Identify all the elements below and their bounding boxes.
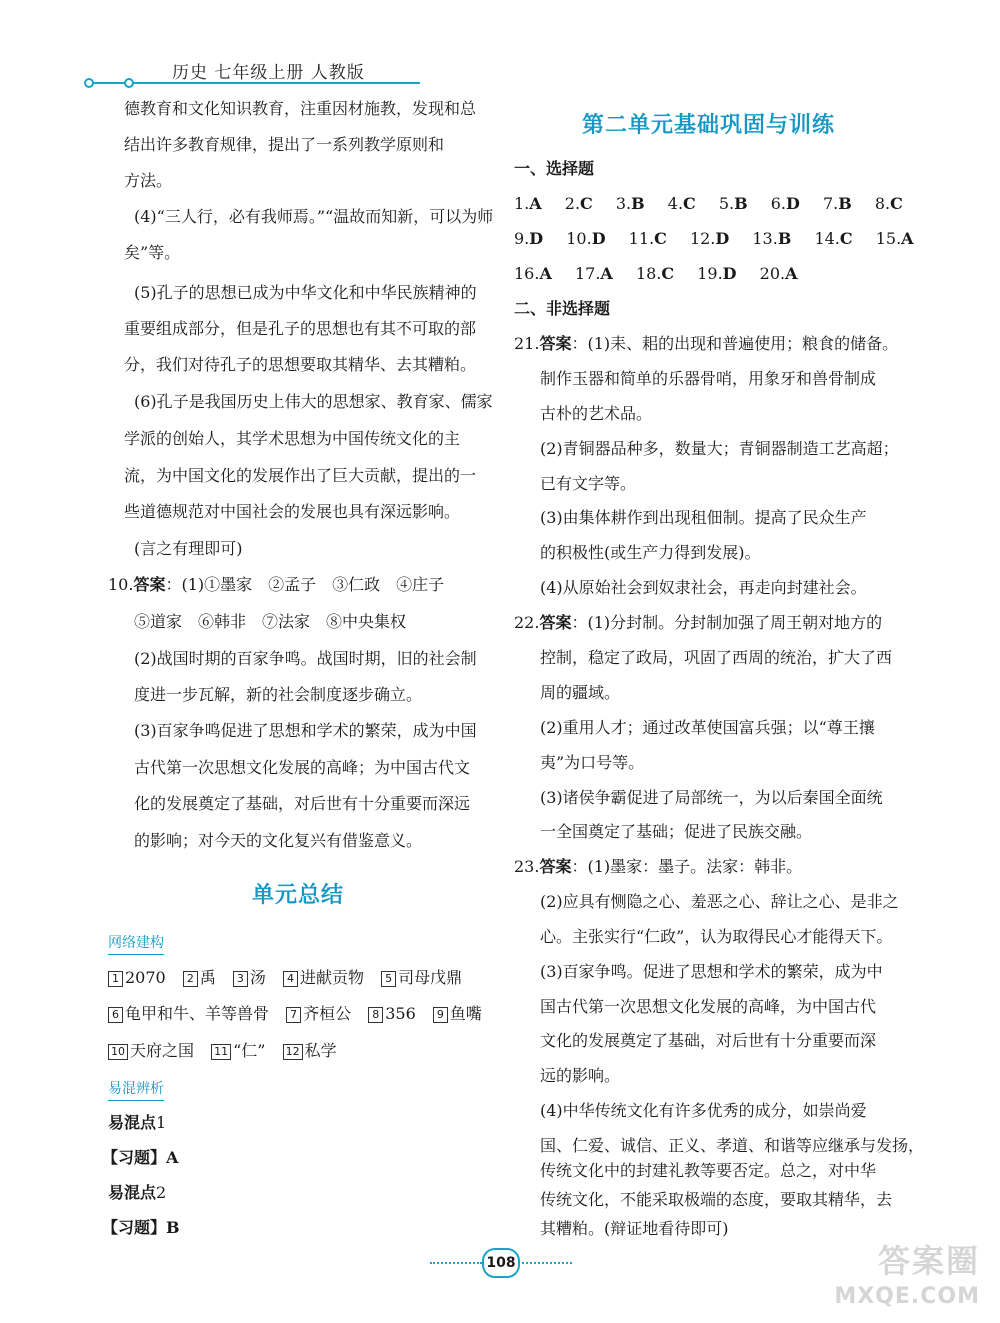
exercise-answer: 【习题】A — [102, 1148, 179, 1167]
choice-row: 9.D 10.D 11.C 12.D 13.B 14.C 15.A — [514, 229, 914, 248]
text-line: 分，我们对待孔子的思想要取其精华、去其糟粕。 — [124, 355, 477, 374]
text-line: 的影响；对今天的文化复兴有借鉴意义。 — [134, 831, 423, 850]
text-line: 德教育和文化知识教育，注重因材施教，发现和总 — [124, 99, 477, 118]
text-line: (4)“三人行，必有我师焉。”“温故而知新，可以为师 — [134, 207, 494, 226]
footer-rule-left — [430, 1262, 482, 1264]
text-line: 古朴的艺术品。 — [540, 404, 653, 423]
question-23: 23.答案：(1)墨家：墨子。法家：韩非。 — [514, 857, 803, 876]
text-line: 化的发展奠定了基础，对后世有十分重要而深远 — [134, 794, 471, 813]
text-line: 传统文化中的封建礼教等要否定。总之，对中华 — [540, 1161, 877, 1180]
text-line: 控制，稳定了政局，巩固了西周的统治，扩大了西 — [540, 648, 893, 667]
text-line: (言之有理即可) — [134, 539, 243, 558]
exercise-answer: 【习题】B — [102, 1218, 180, 1237]
text-line: 重要组成部分，但是孔子的思想也有其不可取的部 — [124, 319, 477, 338]
text-line: 国、仁爱、诚信、正义、孝道、和谐等应继承与发扬， — [540, 1136, 925, 1155]
confuse-item: 易混点2 — [108, 1183, 167, 1202]
text-line: 方法。 — [124, 171, 173, 190]
book-title: 历史 七年级上册 人教版 — [172, 63, 365, 83]
text-line: 夷”为口号等。 — [540, 753, 645, 772]
choice-row: 16.A 17.A 18.C 19.D 20.A — [514, 264, 798, 283]
text-line: 一全国奠定了基础；促进了民族交融。 — [540, 822, 813, 841]
header-dot — [124, 78, 134, 88]
network-row: 10 天府之国 11 “仁” 12 私学 — [108, 1041, 337, 1061]
text-line: 学派的创始人，其学术思想为中国传统文化的主 — [124, 429, 461, 448]
text-line: (4)中华传统文化有许多优秀的成分，如崇尚爱 — [540, 1101, 867, 1120]
text-line: 古代第一次思想文化发展的高峰；为中国古代文 — [134, 758, 471, 777]
question-22: 22.答案：(1)分封制。分封制加强了周王朝对地方的 — [514, 613, 883, 632]
choice-row: 1.A 2.C 3.B 4.C 5.B 6.D 7.B 8.C — [514, 194, 903, 213]
text-line: 结出许多教育规律，提出了一系列教学原则和 — [124, 135, 445, 154]
text-line: (2)青铜器品种多，数量大；青铜器制造工艺高超； — [540, 439, 899, 458]
network-tag: 网络建构 — [108, 932, 164, 955]
summary-title: 单元总结 — [252, 882, 345, 908]
text-line: 文化的发展奠定了基础，对后世有十分重要而深 — [540, 1031, 877, 1050]
question-10: 10.答案：(1)①墨家 ②孟子 ③仁政 ④庄子 — [108, 575, 445, 594]
text-line: (2)战国时期的百家争鸣。战国时期，旧的社会制 — [134, 649, 477, 668]
text-line: (3)百家争鸣。促进了思想和学术的繁荣，成为中 — [540, 962, 883, 981]
network-row: 1 2070 2 禹 3 汤 4 进献贡物 5 司母戊鼎 — [108, 968, 462, 988]
section-heading: 一、选择题 — [514, 159, 595, 178]
confuse-tag: 易混辨析 — [108, 1078, 164, 1101]
text-line: ⑤道家 ⑥韩非 ⑦法家 ⑧中央集权 — [134, 612, 407, 631]
text-line: 国古代第一次思想文化发展的高峰，为中国古代 — [540, 997, 877, 1016]
text-line: (3)百家争鸣促进了思想和学术的繁荣，成为中国 — [134, 721, 477, 740]
question-21: 21.答案：(1)耒、耜的出现和普遍使用；粮食的储备。 — [514, 334, 899, 353]
text-line: 周的疆域。 — [540, 683, 621, 702]
text-line: (2)应具有恻隐之心、羞恶之心、辞让之心、是非之 — [540, 892, 899, 911]
watermark-logo-text: 答案圈 — [877, 1242, 980, 1280]
text-line: 些道德规范对中国社会的发展也具有深远影响。 — [124, 502, 461, 521]
text-line: (5)孔子的思想已成为中华文化和中华民族精神的 — [134, 283, 477, 302]
text-line: 矣”等。 — [124, 243, 181, 262]
text-line: 其糟粕。(辩证地看待即可) — [540, 1219, 729, 1238]
text-line: (6)孔子是我国历史上伟大的思想家、教育家、儒家 — [134, 392, 493, 411]
confuse-item: 易混点1 — [108, 1113, 167, 1132]
section-heading: 二、非选择题 — [514, 299, 611, 318]
text-line: 远的影响。 — [540, 1066, 621, 1085]
text-line: 的积极性(或生产力得到发展)。 — [540, 543, 761, 562]
text-line: 传统文化，不能采取极端的态度，要取其精华，去 — [540, 1190, 893, 1209]
text-line: (4)从原始社会到奴隶社会，再走向封建社会。 — [540, 578, 867, 597]
network-row: 6 龟甲和牛、羊等兽骨 7 齐桓公 8 356 9 鱼嘴 — [108, 1004, 482, 1024]
text-line: (3)由集体耕作到出现租佃制。提高了民众生产 — [540, 508, 867, 527]
watermark-site: MXQE.COM — [834, 1284, 980, 1309]
footer-rule-right — [518, 1262, 572, 1264]
text-line: 度进一步瓦解，新的社会制度逐步确立。 — [134, 685, 423, 704]
text-line: 流，为中国文化的发展作出了巨大贡献，提出的一 — [124, 466, 477, 485]
page-header — [84, 58, 424, 98]
text-line: (3)诸侯争霸促进了局部统一，为以后秦国全面统 — [540, 788, 883, 807]
unit-title: 第二单元基础巩固与训练 — [582, 112, 836, 138]
text-line: 已有文字等。 — [540, 474, 637, 493]
header-dot — [84, 78, 94, 88]
page-number: 108 — [482, 1248, 520, 1278]
watermark — [830, 1236, 980, 1316]
text-line: 制作玉器和简单的乐器骨哨，用象牙和兽骨制成 — [540, 369, 877, 388]
text-line: (2)重用人才；通过改革使国富兵强；以“尊王攘 — [540, 718, 875, 737]
text-line: 心。主张实行“仁政”，认为取得民心才能得天下。 — [540, 927, 893, 946]
